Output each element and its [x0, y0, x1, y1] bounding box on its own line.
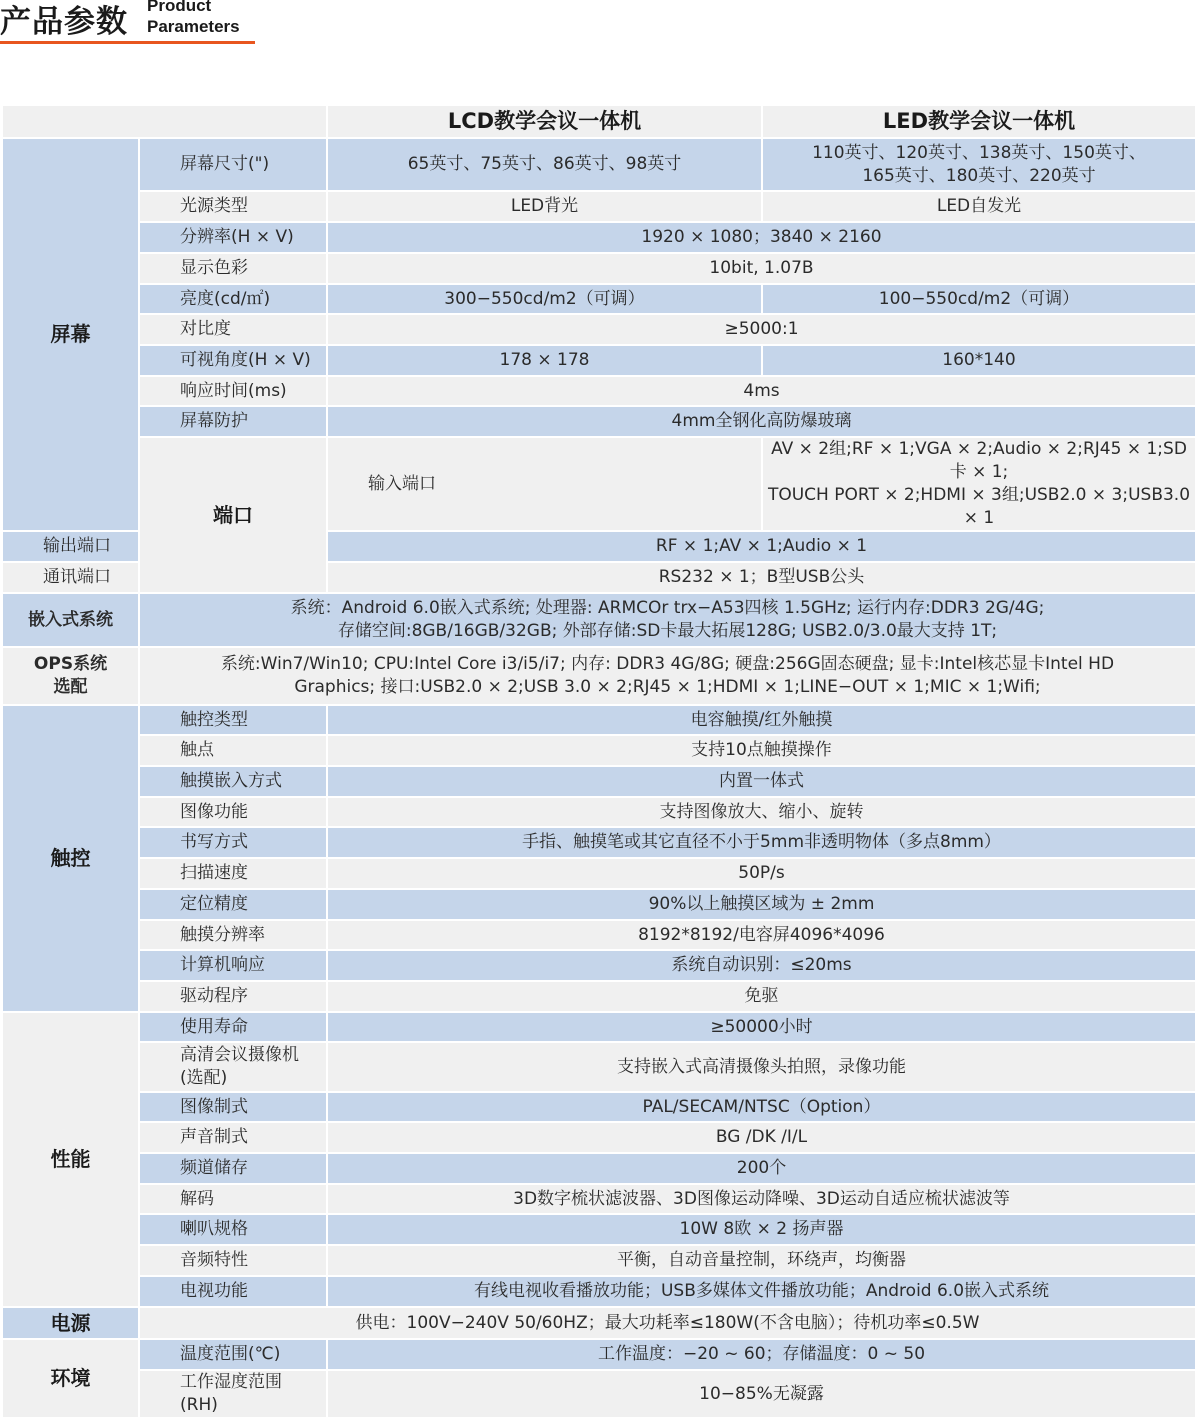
- table-row: [3, 798, 1197, 828]
- table-row: [3, 1215, 1197, 1246]
- row-label: 扫描速度: [140, 859, 328, 890]
- label-line: (选配): [180, 1068, 228, 1088]
- row-label: 亮度(cd/㎡): [140, 285, 328, 315]
- cell-value: PAL/SECAM/NTSC（Option）: [328, 1093, 1197, 1123]
- cell-value: 系统自动识别：≤20ms: [328, 951, 1197, 982]
- cell-value: 免驱: [328, 982, 1197, 1013]
- category-line: OPS系统: [33, 654, 108, 674]
- table-row: [3, 438, 1197, 532]
- table-row: [3, 1340, 1197, 1371]
- table-row: [3, 1371, 1197, 1419]
- table-row: [3, 594, 1197, 648]
- row-label: 显示色彩: [140, 254, 328, 285]
- cell-value: 10W 8欧 × 2 扬声器: [328, 1215, 1197, 1246]
- cell-line: TOUCH PORT × 2;HDMI × 3组;USB2.0 × 3;USB3.0 × 1: [767, 485, 1191, 528]
- cell-value: ≥50000小时: [328, 1013, 1197, 1043]
- table-row: [3, 767, 1197, 798]
- cell-value: 8192*8192/电容屏4096*4096: [328, 921, 1197, 951]
- row-label: 触摸嵌入方式: [140, 767, 328, 798]
- row-label: 输入端口: [328, 438, 763, 532]
- label-line: (RH): [180, 1395, 218, 1415]
- cell-value: 4ms: [328, 377, 1197, 407]
- column-header-led: LED教学会议一体机: [763, 106, 1197, 139]
- category-power: 电源: [3, 1308, 140, 1340]
- row-label: 喇叭规格: [140, 1215, 328, 1246]
- table-row: [3, 921, 1197, 951]
- cell-value: [140, 648, 1197, 706]
- table-row: [3, 1308, 1197, 1340]
- row-label: [140, 1043, 328, 1093]
- table-row: [3, 192, 1197, 223]
- row-label: 输出端口: [3, 532, 140, 563]
- table-row: [3, 285, 1197, 315]
- cell-value: 平衡，自动音量控制，环绕声，均衡器: [328, 1246, 1197, 1277]
- cell-value: 供电：100V−240V 50/60HZ；最大功耗率≤180W(不含电脑）；待机功率≤0.5W: [140, 1308, 1197, 1340]
- table-row: [3, 377, 1197, 407]
- cell-value: [763, 438, 1197, 532]
- table-row: [3, 139, 1197, 192]
- column-header-lcd: LCD教学会议一体机: [328, 106, 763, 139]
- row-label: 可视角度(H × V): [140, 346, 328, 377]
- row-label: 解码: [140, 1185, 328, 1215]
- table-row: [3, 951, 1197, 982]
- cell-value: 4mm全钢化高防爆玻璃: [328, 407, 1197, 438]
- cell-value: 支持10点触摸操作: [328, 736, 1197, 767]
- row-label: 图像制式: [140, 1093, 328, 1123]
- table-row: [3, 346, 1197, 377]
- cell-value: 50P/s: [328, 859, 1197, 890]
- cell-line: AV × 2组;RF × 1;VGA × 2;Audio × 2;RJ45 × 1;SD卡 × 1;: [771, 439, 1187, 482]
- category-performance: 性能: [3, 1013, 140, 1308]
- cell-value: 工作温度：−20 ~ 60；存储温度：0 ~ 50: [328, 1340, 1197, 1371]
- cell-value: [763, 139, 1197, 192]
- category-embedded: 嵌入式系统: [3, 594, 140, 648]
- table-row: [3, 706, 1197, 736]
- table-header-row: [3, 106, 1197, 139]
- cell-value: BG /DK /I/L: [328, 1123, 1197, 1154]
- row-label: 屏幕防护: [140, 407, 328, 438]
- row-label: 音频特性: [140, 1246, 328, 1277]
- row-label: [140, 1371, 328, 1419]
- cell-value: 内置一体式: [328, 767, 1197, 798]
- row-label: 声音制式: [140, 1123, 328, 1154]
- cell-value: ≥5000:1: [328, 315, 1197, 346]
- category-ports: 端口: [140, 438, 328, 594]
- section-title-en-line1: Product: [147, 0, 212, 15]
- cell-line: 系统:Win7/Win10; CPU:Intel Core i3/i5/i7; 内存: DDR3 4G/8G; 硬盘:256G固态硬盘; 显卡:Intel核芯显卡Intel HD: [220, 654, 1115, 674]
- table-row: [3, 890, 1197, 921]
- cell-value: LED自发光: [763, 192, 1197, 223]
- category-environment: 环境: [3, 1340, 140, 1419]
- cell-value: LED背光: [328, 192, 763, 223]
- category-ops: [3, 648, 140, 706]
- table-row: [3, 1246, 1197, 1277]
- table-row: [3, 1093, 1197, 1123]
- category-line: 选配: [53, 677, 88, 697]
- table-row: [3, 1043, 1197, 1093]
- table-row: [3, 1154, 1197, 1185]
- cell-value: 手指、触摸笔或其它直径不小于5mm非透明物体（多点8mm）: [328, 828, 1197, 859]
- table-row: [3, 223, 1197, 254]
- cell-line: 165英寸、180英寸、220英寸: [862, 165, 1096, 186]
- table-row: [3, 648, 1197, 706]
- table-row: [3, 828, 1197, 859]
- cell-value: 支持图像放大、缩小、旋转: [328, 798, 1197, 828]
- row-label: 光源类型: [140, 192, 328, 223]
- table-row: [3, 315, 1197, 346]
- row-label: 触点: [140, 736, 328, 767]
- cell-value: [140, 594, 1197, 648]
- category-screen: 屏幕: [3, 139, 140, 532]
- cell-value: 178 × 178: [328, 346, 763, 377]
- cell-value: RS232 × 1；B型USB公头: [328, 563, 1197, 594]
- parameters-table: [3, 106, 1197, 1419]
- header-blank: [3, 106, 328, 139]
- table-row: [3, 1013, 1197, 1043]
- cell-value: RF × 1;AV × 1;Audio × 1: [328, 532, 1197, 563]
- cell-line: Graphics; 接口:USB2.0 × 2;USB 3.0 × 2;RJ45 × 1;HDMI × 1;LINE−OUT × 1;MIC × 1;Wifi;: [294, 677, 1041, 697]
- row-label: 驱动程序: [140, 982, 328, 1013]
- row-label: 计算机响应: [140, 951, 328, 982]
- section-header: [0, 0, 300, 50]
- table-row: [3, 1277, 1197, 1308]
- row-label: 使用寿命: [140, 1013, 328, 1043]
- row-label: 电视功能: [140, 1277, 328, 1308]
- cell-value: 65英寸、75英寸、86英寸、98英寸: [328, 139, 763, 192]
- row-label: 触控类型: [140, 706, 328, 736]
- row-label: 图像功能: [140, 798, 328, 828]
- table-row: [3, 407, 1197, 438]
- cell-value: 10bit, 1.07B: [328, 254, 1197, 285]
- row-label: 响应时间(ms): [140, 377, 328, 407]
- row-label: 通讯端口: [3, 563, 140, 594]
- table-row: [3, 1123, 1197, 1154]
- table-row: [3, 859, 1197, 890]
- cell-line: 存储空间:8GB/16GB/32GB; 外部存储:SD卡最大拓展128G; USB2.0/3.0最大支持 1T;: [337, 621, 998, 641]
- cell-value: 支持嵌入式高清摄像头拍照，录像功能: [328, 1043, 1197, 1093]
- row-label: 定位精度: [140, 890, 328, 921]
- cell-line: 110英寸、120英寸、138英寸、150英寸、: [812, 142, 1146, 163]
- table-row: [3, 736, 1197, 767]
- row-label: 频道储存: [140, 1154, 328, 1185]
- cell-value: 10−85%无凝露: [328, 1371, 1197, 1419]
- cell-value: 电容触摸/红外触摸: [328, 706, 1197, 736]
- cell-value: 300−550cd/m2（可调）: [328, 285, 763, 315]
- section-title-cn: 产品参数: [0, 4, 128, 40]
- label-line: 工作湿度范围: [180, 1372, 282, 1392]
- label-line: 高清会议摄像机: [180, 1045, 299, 1065]
- cell-value: 1920 × 1080；3840 × 2160: [328, 223, 1197, 254]
- section-title-en-line2: Parameters: [147, 17, 240, 36]
- cell-line: 系统：Android 6.0嵌入式系统; 处理器: ARMCOr trx−A53四核 1.5GHz; 运行内存:DDR3 2G/4G;: [290, 598, 1045, 618]
- title-underline: [0, 41, 255, 44]
- row-label: 屏幕尺寸("): [140, 139, 328, 192]
- row-label: 温度范围(℃): [140, 1340, 328, 1371]
- cell-value: 90%以上触摸区域为 ± 2mm: [328, 890, 1197, 921]
- cell-value: 200个: [328, 1154, 1197, 1185]
- row-label: 书写方式: [140, 828, 328, 859]
- cell-value: 100−550cd/m2（可调）: [763, 285, 1197, 315]
- table-row: [3, 982, 1197, 1013]
- cell-value: 160*140: [763, 346, 1197, 377]
- row-label: 分辨率(H × V): [140, 223, 328, 254]
- row-label: 对比度: [140, 315, 328, 346]
- row-label: 触摸分辨率: [140, 921, 328, 951]
- cell-value: 3D数字梳状滤波器、3D图像运动降噪、3D运动自适应梳状滤波等: [328, 1185, 1197, 1215]
- category-touch: 触控: [3, 706, 140, 1013]
- cell-value: 有线电视收看播放功能；USB多媒体文件播放功能；Android 6.0嵌入式系统: [328, 1277, 1197, 1308]
- table-row: [3, 254, 1197, 285]
- table-row: [3, 1185, 1197, 1215]
